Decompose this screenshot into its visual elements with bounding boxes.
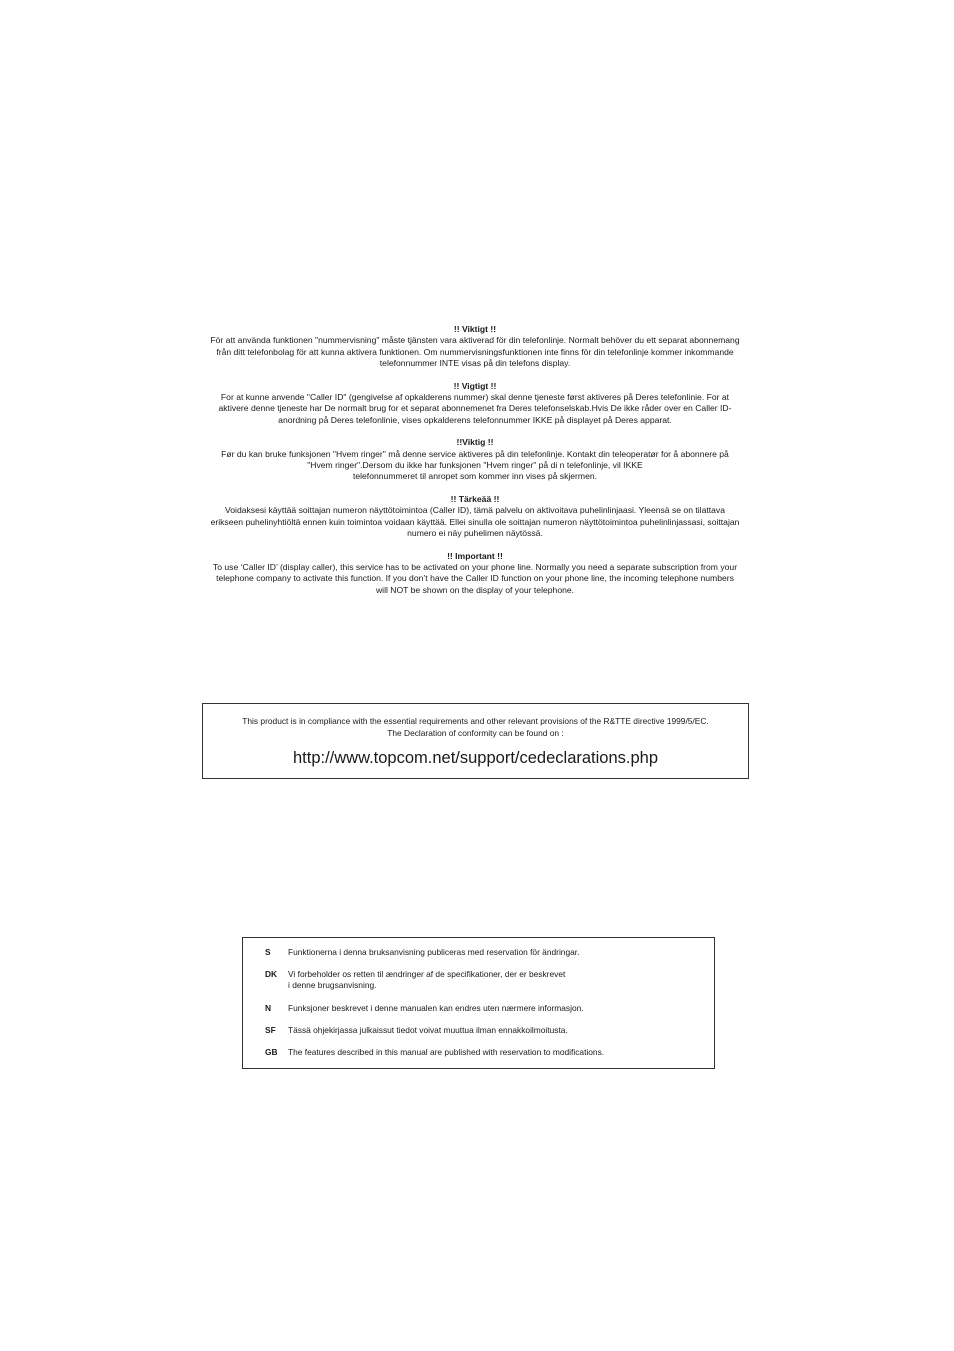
disclaimer-line: Funksjoner beskrevet i denne manualen kan endres uten nærmere informasjon. <box>288 1003 584 1013</box>
disclaimer-line: The features described in this manual are published with reservation to modifications. <box>288 1047 605 1057</box>
language-code: SF <box>265 1025 276 1035</box>
notice-title: !! Important !! <box>447 550 503 561</box>
notice-line: numero ei näy puhelimen näytössä. <box>407 527 543 538</box>
declaration-url: http://www.topcom.net/support/cedeclarations.php <box>292 749 659 767</box>
notice-title: !! Viktigt !! <box>453 324 497 334</box>
modification-disclaimer-box <box>242 937 715 1069</box>
disclaimer-text <box>288 969 565 992</box>
notice-title: !!Viktig !! <box>456 437 494 448</box>
caller-id-notices <box>178 324 772 607</box>
notice-line: anordning på Deres telefonlinie, vises opkalderens telefonnummer IKKE på displayet på Deres apparat. <box>278 414 672 425</box>
notice-finnish <box>178 494 772 539</box>
compliance-statement: This product is in compliance with the essential requirements and other relevant provisions of the R&TTE directive 1999/5/EC. <box>242 716 709 726</box>
notice-english <box>178 551 772 596</box>
notice-line: To use ‘Caller ID’ (display caller), this service has to be activated on your phone line. Normally you need a separate subscription from your <box>212 562 738 573</box>
notice-line: erikseen puhelinyhtiöltä ennen kuin toimintoa voidaan käyttää. Ellei sinulla ole soittajan numeron näyttötoimintoa puhelinlinjassasi, soittajan <box>210 516 740 527</box>
disclaimer-line: Vi forbeholder os retten til ændringer af de specifikationer, der er beskrevet <box>288 969 566 979</box>
notice-title: !! Tärkeää !! <box>450 494 500 505</box>
notice-line: För att använda funktionen "nummervisning" måste tjänsten vara aktiverad för din telefonlinje. Normalt behöver du ett separat abonnemang <box>210 335 740 346</box>
language-code: GB <box>265 1047 278 1057</box>
notice-swedish <box>178 324 772 369</box>
notice-line: Voidaksesi käyttää soittajan numeron näyttötoimintoa (Caller ID), tämä palvelu on aktivoitava puhelinlinjaasi. Yleensä se on tilattava <box>225 505 725 516</box>
notice-line: från ditt telefonbolag för att kunna aktivera funktionen. Om nummervisningsfunktionen inte finns för din telefonlinje kommer inkommande <box>216 346 734 357</box>
disclaimer-text <box>288 1047 604 1058</box>
notice-title: !! Vigtigt !! <box>453 380 497 391</box>
disclaimer-line: i denne brugsanvisning. <box>288 980 377 991</box>
notice-line: will NOT be shown on the display of your telephone. <box>375 584 575 595</box>
disclaimer-line: Funktionerna i denna bruksanvisning publiceras med reservation för ändringar. <box>288 947 580 957</box>
notice-danish <box>178 381 772 426</box>
notice-line: telephone company to activate this function. If you don’t have the Caller ID function on your phone line, the incoming telephone numbers <box>216 573 734 584</box>
language-code: DK <box>265 969 278 979</box>
disclaimer-text <box>288 1025 568 1036</box>
notice-line: telefonnummeret til anropet som kommer inn vises på skjermen. <box>352 471 598 482</box>
compliance-declaration-note: The Declaration of conformity can be found on : <box>387 728 564 738</box>
notice-line: telefonnummer INTE visas på din telefons display. <box>379 357 571 368</box>
notice-line: Før du kan bruke funksjonen "Hvem ringer" må denne service aktiveres på din telefonlinje. Kontakt din teleoperatør for å abonnere på <box>221 448 729 459</box>
disclaimer-line: Tässä ohjekirjassa julkaissut tiedot voivat muuttua ilman ennakkoilmoitusta. <box>288 1025 568 1035</box>
language-code: N <box>265 1003 272 1013</box>
compliance-box <box>202 703 749 779</box>
language-code: S <box>265 947 271 957</box>
notice-line: For at kunne anvende "Caller ID" (gengivelse af opkalderens nummer) skal denne tjeneste først aktiveres på Deres telefonlinie. For at <box>220 391 730 402</box>
disclaimer-text <box>288 1003 584 1014</box>
notice-line: aktivere denne tjeneste har De normalt brug for et separat abonnemenet fra Deres telefonselskab.Hvis De ikke råder over en Caller ID- <box>218 403 732 414</box>
notice-norwegian <box>178 437 772 482</box>
notice-line: "Hvem ringer".Dersom du ikke har funksjonen "Hvem ringer" på di n telefonlinje, vil IKKE <box>307 459 643 470</box>
disclaimer-text <box>288 947 579 958</box>
